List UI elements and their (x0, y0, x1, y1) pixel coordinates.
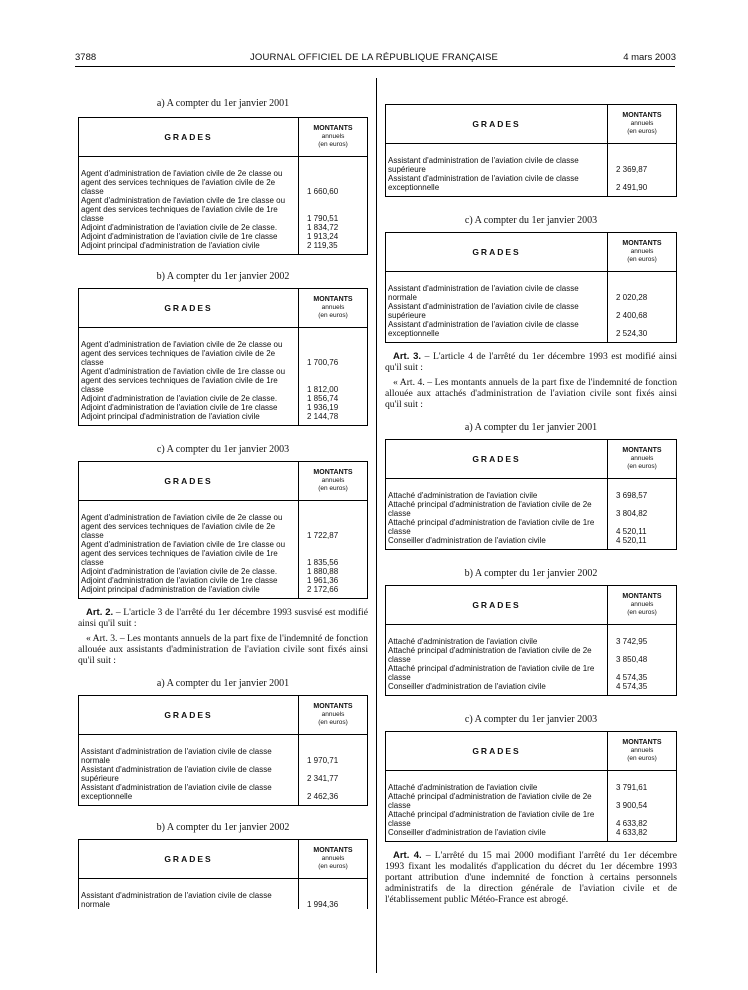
amounts-header (299, 696, 368, 735)
grades-table (78, 695, 368, 806)
currency-label: (en euros) (627, 755, 657, 762)
grade-label: Agent d'administration de l'aviation civile de 2e classe ou agent des services techniques de l'aviation civile de 2e classe (81, 513, 283, 540)
grades-table (78, 461, 368, 599)
amount-value: 1 970,71 (299, 747, 368, 765)
table-row (79, 394, 368, 403)
grade-label: Assistant d'administration de l'aviation civile de classe normale (388, 284, 579, 302)
amounts-header (608, 233, 677, 272)
allowance-table (78, 288, 368, 426)
table-row (386, 792, 677, 810)
table-row (79, 367, 368, 394)
table-row (386, 810, 677, 828)
grades-header: GRADES (79, 696, 299, 735)
section-title: a) A compter du 1er janvier 2001 (156, 678, 290, 689)
grade-label: Adjoint principal d'administration de l'aviation civile (81, 412, 260, 421)
amounts-header (299, 840, 368, 879)
currency-label: (en euros) (318, 312, 348, 319)
annual-label: annuels (321, 711, 345, 718)
amount-value: 2 144,78 (299, 412, 368, 426)
amount-value: 2 119,35 (299, 241, 368, 255)
grade-label: Conseiller d'administration de l'aviation civile (388, 536, 546, 545)
allowance-table (385, 104, 677, 197)
amount-value: 1 660,60 (299, 169, 368, 196)
grade-label: Attaché d'administration de l'aviation civile (388, 491, 538, 500)
amount-value: 1 936,19 (299, 403, 368, 412)
amount-value: 2 400,68 (608, 302, 677, 320)
currency-label: (en euros) (318, 719, 348, 726)
annual-label: annuels (630, 120, 654, 127)
annual-label: annuels (321, 133, 345, 140)
article-heading: Art. 3. (393, 351, 422, 362)
table-row (79, 891, 368, 909)
grades-table (385, 439, 677, 550)
grade-label: Assistant d'administration de l'aviation civile de classe exceptionnelle (388, 174, 579, 192)
allowance-table (78, 695, 368, 806)
section-title: a) A compter du 1er janvier 2001 (464, 422, 598, 433)
amounts-label: MONTANTS (622, 112, 662, 119)
amount-value: 2 462,36 (299, 783, 368, 806)
grades-header: GRADES (79, 289, 299, 328)
section-title: b) A compter du 1er janvier 2002 (156, 271, 290, 282)
amounts-label: MONTANTS (313, 296, 353, 303)
allowance-table (78, 117, 368, 255)
table-row (79, 783, 368, 806)
amount-value: 1 880,88 (299, 567, 368, 576)
grade-label: Adjoint d'administration de l'aviation civile de 2e classe. (81, 567, 278, 576)
table-row (386, 828, 677, 842)
amount-value: 2 172,66 (299, 585, 368, 599)
grade-label: Conseiller d'administration de l'aviation civile (388, 828, 546, 837)
article-2 (78, 607, 368, 629)
amount-value: 1 994,36 (299, 891, 368, 909)
currency-label: (en euros) (627, 256, 657, 263)
amounts-label: MONTANTS (622, 593, 662, 600)
issue-date: 4 mars 2003 (623, 52, 676, 63)
amounts-header (608, 732, 677, 771)
amount-value: 4 520,11 (608, 536, 677, 550)
currency-label: (en euros) (627, 463, 657, 470)
grade-label: Attaché principal d'administration de l'aviation civile de 1re classe (388, 518, 595, 536)
amount-value: 4 633,82 (608, 810, 677, 828)
grade-label: Adjoint principal d'administration de l'aviation civile (81, 585, 260, 594)
table-row (386, 174, 677, 197)
column-separator (376, 78, 377, 973)
grades-table (78, 288, 368, 426)
amount-value: 4 574,35 (608, 664, 677, 682)
amount-value: 1 913,24 (299, 232, 368, 241)
left-column (78, 98, 368, 909)
grade-label: Agent d'administration de l'aviation civile de 1re classe ou agent des services techniques de l'aviation civile de 1re classe (81, 367, 286, 394)
grade-label: Assistant d'administration de l'aviation civile de classe supérieure (388, 156, 579, 174)
grades-header: GRADES (79, 840, 299, 879)
amount-value: 1 835,56 (299, 540, 368, 567)
grades-table (78, 839, 368, 909)
table-row (386, 536, 677, 550)
allowance-table (78, 461, 368, 599)
amount-value: 1 700,76 (299, 340, 368, 367)
grades-table (385, 731, 677, 842)
amounts-header (299, 462, 368, 501)
grades-table (385, 585, 677, 696)
table-row (79, 340, 368, 367)
amount-value: 2 369,87 (608, 156, 677, 174)
allowance-table (78, 839, 368, 909)
table-row (79, 169, 368, 196)
amount-value: 2 491,90 (608, 174, 677, 197)
grade-label: Conseiller d'administration de l'aviation civile (388, 682, 546, 691)
grades-table (385, 232, 677, 343)
amounts-label: MONTANTS (622, 240, 662, 247)
section-title: c) A compter du 1er janvier 2003 (156, 444, 290, 455)
table-row (386, 518, 677, 536)
grade-label: Agent d'administration de l'aviation civile de 2e classe ou agent des services techniques de l'aviation civile de 2e classe (81, 340, 283, 367)
grade-label: Adjoint d'administration de l'aviation civile de 1re classe (81, 403, 278, 412)
allowance-table (385, 439, 677, 550)
amount-value: 3 804,82 (608, 500, 677, 518)
table-row (79, 567, 368, 576)
article-text: – L'article 4 de l'arrêté du 1er décembre 1993 est modifié ainsi qu'il suit : (385, 351, 677, 373)
grade-label: Agent d'administration de l'aviation civile de 2e classe ou agent des services techniques de l'aviation civile de 2e classe (81, 169, 283, 196)
currency-label: (en euros) (627, 128, 657, 135)
amount-value: 1 812,00 (299, 367, 368, 394)
currency-label: (en euros) (318, 141, 348, 148)
amounts-label: MONTANTS (313, 847, 353, 854)
amount-value: 3 850,48 (608, 646, 677, 664)
allowance-table (385, 232, 677, 343)
amounts-header (608, 105, 677, 144)
grade-label: Agent d'administration de l'aviation civile de 1re classe ou agent des services techniques de l'aviation civile de 1re classe (81, 196, 286, 223)
allowance-table (385, 731, 677, 842)
grade-label: Attaché d'administration de l'aviation civile (388, 783, 538, 792)
currency-label: (en euros) (318, 863, 348, 870)
grade-label: Attaché principal d'administration de l'aviation civile de 2e classe (388, 792, 592, 810)
table-row (386, 156, 677, 174)
amount-value: 1 856,74 (299, 394, 368, 403)
article-quote: « Art. 4. – Les montants annuels de la part fixe de l'indemnité de fonction allouée aux attachés d'administration de l'aviation civile sont fixés ainsi qu'il suit : (385, 377, 677, 410)
table-row (386, 284, 677, 302)
table-row (386, 783, 677, 792)
section-title: b) A compter du 1er janvier 2002 (156, 822, 290, 833)
grade-label: Adjoint d'administration de l'aviation civile de 2e classe. (81, 394, 278, 403)
table-row (79, 403, 368, 412)
grade-label: Attaché principal d'administration de l'aviation civile de 1re classe (388, 810, 595, 828)
amount-value: 3 698,57 (608, 491, 677, 500)
grades-header: GRADES (386, 586, 608, 625)
amount-value: 2 524,30 (608, 320, 677, 343)
grade-label: Assistant d'administration de l'aviation civile de classe normale (81, 891, 272, 909)
table-row (386, 491, 677, 500)
grade-label: Attaché principal d'administration de l'aviation civile de 1re classe (388, 664, 595, 682)
annual-label: annuels (630, 455, 654, 462)
annual-label: annuels (321, 477, 345, 484)
table-row (79, 540, 368, 567)
amount-value: 4 574,35 (608, 682, 677, 696)
grades-header: GRADES (386, 732, 608, 771)
annual-label: annuels (321, 304, 345, 311)
article-text: – L'arrêté du 15 mai 2000 modifiant l'arrêté du 1er décembre 1993 fixant les modalités d'application du décret du 1er décembre 1993 portant attribution d'une indemnité de fonction à certains personnels administratifs de la direction générale de l'aviation civile et de l'établissement public Météo-France est abrogé. (385, 850, 677, 905)
table-row (79, 196, 368, 223)
amount-value: 1 790,51 (299, 196, 368, 223)
section-title: c) A compter du 1er janvier 2003 (464, 714, 598, 725)
amounts-label: MONTANTS (313, 469, 353, 476)
allowance-table (385, 585, 677, 696)
page-number: 3788 (75, 52, 97, 63)
grades-table (385, 104, 677, 197)
grade-label: Assistant d'administration de l'aviation civile de classe exceptionnelle (388, 320, 579, 338)
table-row (79, 576, 368, 585)
article-heading: Art. 4. (393, 850, 422, 861)
table-row (386, 302, 677, 320)
amount-value: 3 742,95 (608, 637, 677, 646)
amount-value: 2 020,28 (608, 284, 677, 302)
amount-value: 3 791,61 (608, 783, 677, 792)
article-quote: « Art. 3. – Les montants annuels de la part fixe de l'indemnité de fonction allouée aux assistants d'administration de l'aviation civile sont fixés ainsi qu'il suit : (78, 633, 369, 666)
amount-value: 3 900,54 (608, 792, 677, 810)
grade-label: Adjoint principal d'administration de l'aviation civile (81, 241, 260, 250)
grades-header: GRADES (386, 440, 608, 479)
amounts-label: MONTANTS (313, 125, 353, 132)
grade-label: Adjoint d'administration de l'aviation civile de 2e classe. (81, 223, 278, 232)
table-row (386, 637, 677, 646)
grade-label: Attaché principal d'administration de l'aviation civile de 2e classe (388, 646, 592, 664)
table-row (79, 241, 368, 255)
grades-header: GRADES (79, 118, 299, 157)
amounts-header (608, 440, 677, 479)
grade-label: Assistant d'administration de l'aviation civile de classe exceptionnelle (81, 783, 272, 801)
amount-value: 2 341,77 (299, 765, 368, 783)
article-4 (385, 850, 677, 905)
section-title: a) A compter du 1er janvier 2001 (156, 98, 290, 109)
annual-label: annuels (630, 248, 654, 255)
amount-value: 4 520,11 (608, 518, 677, 536)
grade-label: Attaché d'administration de l'aviation civile (388, 637, 538, 646)
amount-value: 1 961,36 (299, 576, 368, 585)
amount-value: 4 633,82 (608, 828, 677, 842)
grade-label: Adjoint d'administration de l'aviation civile de 1re classe (81, 576, 278, 585)
table-row (79, 223, 368, 232)
table-row (386, 664, 677, 682)
amounts-header (608, 586, 677, 625)
journal-title: JOURNAL OFFICIEL DE LA RÉPUBLIQUE FRANÇAISE (249, 52, 499, 63)
annual-label: annuels (321, 855, 345, 862)
amounts-label: MONTANTS (622, 447, 662, 454)
currency-label: (en euros) (627, 609, 657, 616)
article-text: – L'article 3 de l'arrêté du 1er décembre 1993 susvisé est modifié ainsi qu'il suit : (78, 607, 368, 629)
section-title: b) A compter du 1er janvier 2002 (464, 568, 598, 579)
table-row (79, 747, 368, 765)
currency-label: (en euros) (318, 485, 348, 492)
grade-label: Assistant d'administration de l'aviation civile de classe supérieure (388, 302, 579, 320)
grades-header: GRADES (386, 105, 608, 144)
table-row (79, 412, 368, 426)
annual-label: annuels (630, 601, 654, 608)
grade-label: Agent d'administration de l'aviation civile de 1re classe ou agent des services techniques de l'aviation civile de 1re classe (81, 540, 286, 567)
table-row (386, 646, 677, 664)
amount-value: 1 834,72 (299, 223, 368, 232)
grades-table (78, 117, 368, 255)
amounts-label: MONTANTS (313, 703, 353, 710)
amounts-header (299, 289, 368, 328)
grade-label: Adjoint d'administration de l'aviation civile de 1re classe (81, 232, 278, 241)
table-row (79, 585, 368, 599)
table-row (386, 500, 677, 518)
table-row (386, 320, 677, 343)
page-header (0, 52, 748, 66)
table-row (79, 232, 368, 241)
amounts-label: MONTANTS (622, 739, 662, 746)
article-3 (385, 351, 677, 373)
amount-value: 1 722,87 (299, 513, 368, 540)
table-row (79, 513, 368, 540)
article-heading: Art. 2. (86, 607, 114, 618)
grades-header: GRADES (386, 233, 608, 272)
table-row (79, 765, 368, 783)
section-title: c) A compter du 1er janvier 2003 (464, 215, 598, 226)
amounts-header (299, 118, 368, 157)
right-column (385, 104, 677, 905)
grade-label: Assistant d'administration de l'aviation civile de classe supérieure (81, 765, 272, 783)
grades-header: GRADES (79, 462, 299, 501)
header-rule (75, 66, 675, 67)
annual-label: annuels (630, 747, 654, 754)
grade-label: Attaché principal d'administration de l'aviation civile de 2e classe (388, 500, 592, 518)
table-row (386, 682, 677, 696)
grade-label: Assistant d'administration de l'aviation civile de classe normale (81, 747, 272, 765)
